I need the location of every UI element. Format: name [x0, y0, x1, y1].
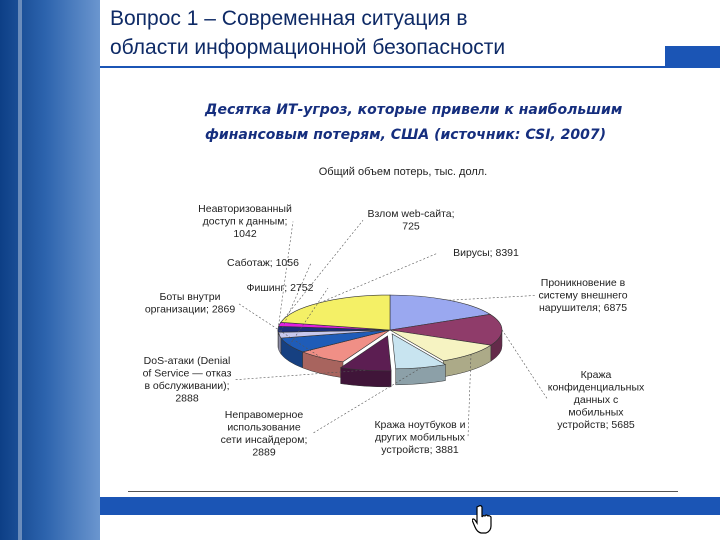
- slice-label-10-line-0: Вирусы; 8391: [453, 247, 519, 259]
- slice-label-1-line-3: мобильных: [568, 406, 624, 419]
- slice-label-2-line-2: устройств; 3881: [381, 444, 459, 456]
- slice-label-9-line-0: Взлом web-сайта;: [367, 208, 455, 220]
- slice-label-9: [367, 208, 454, 233]
- chart-heading-line-2: финансовым потерям, США (источник: CSI, 2007): [205, 127, 607, 143]
- slice-label-5: [145, 291, 236, 316]
- slice-label-8-line-0: Неавторизованный: [198, 203, 292, 215]
- slice-label-3-line-2: сети инсайдером;: [220, 434, 308, 446]
- slice-label-4-line-2: в обслуживании);: [144, 380, 230, 392]
- hand-pointer-icon: [472, 504, 494, 534]
- leader-line-8: [278, 222, 293, 330]
- slice-label-1-line-2: данных с: [573, 394, 619, 406]
- slice-label-1-line-4: устройств; 5685: [557, 419, 635, 431]
- footer-bar: [100, 497, 720, 515]
- pie-slices: [278, 295, 502, 387]
- slide-title-line-1: Вопрос 1 – Современная ситуация в: [110, 7, 468, 30]
- slice-label-0-line-1: систему внешнего: [538, 289, 628, 302]
- slice-label-3-line-0: Неправомерное: [224, 409, 304, 421]
- slice-label-4-line-1: of Service — отказ: [142, 367, 232, 380]
- slice-label-1-line-1: конфиденциальных: [547, 381, 645, 394]
- slice-label-7: [227, 257, 299, 269]
- slice-label-5-line-0: Боты внутри: [159, 291, 221, 303]
- slice-label-7-line-0: Саботаж; 1056: [227, 257, 299, 269]
- slice-label-9-line-1: 725: [402, 220, 420, 233]
- slice-label-8-line-1: доступ к данным;: [202, 215, 288, 228]
- footer-rule: [128, 491, 678, 492]
- slice-label-1-line-0: Кража: [580, 369, 612, 381]
- slice-label-1: [548, 369, 645, 431]
- slice-label-10: [453, 247, 519, 259]
- slice-label-6: [247, 282, 314, 294]
- slice-label-4-line-3: 2888: [175, 392, 199, 405]
- chart-heading-line-1: Десятка ИТ-угроз, которые привели к наибольшим: [205, 102, 623, 118]
- slice-label-5-line-1: организации; 2869: [144, 303, 236, 316]
- slice-label-0: [538, 277, 627, 314]
- slice-label-0-line-2: нарушителя; 6875: [538, 302, 628, 314]
- slice-label-4: [143, 355, 232, 405]
- slice-label-6-line-0: Фишинг; 2752: [246, 282, 314, 294]
- slice-label-4-line-0: DoS-атаки (Denial: [143, 355, 231, 367]
- slice-label-2-line-1: других мобильных: [374, 431, 466, 444]
- slice-label-2: [374, 419, 465, 456]
- slice-label-0-line-0: Проникновение в: [540, 277, 626, 289]
- slice-label-2-line-0: Кража ноутбуков и: [374, 419, 466, 431]
- leader-line-0: [449, 296, 535, 301]
- slice-label-3-line-3: 2889: [252, 446, 276, 459]
- leader-line-1: [502, 330, 548, 400]
- slice-label-3-line-1: использование: [227, 421, 301, 434]
- chart-subtitle: Общий объем потерь, тыс. долл.: [318, 166, 488, 178]
- slice-label-8: [198, 203, 292, 240]
- slide-title-line-2: области информационной безопасности: [110, 36, 506, 59]
- slice-label-8-line-2: 1042: [233, 228, 257, 240]
- slice-label-3: [221, 409, 308, 459]
